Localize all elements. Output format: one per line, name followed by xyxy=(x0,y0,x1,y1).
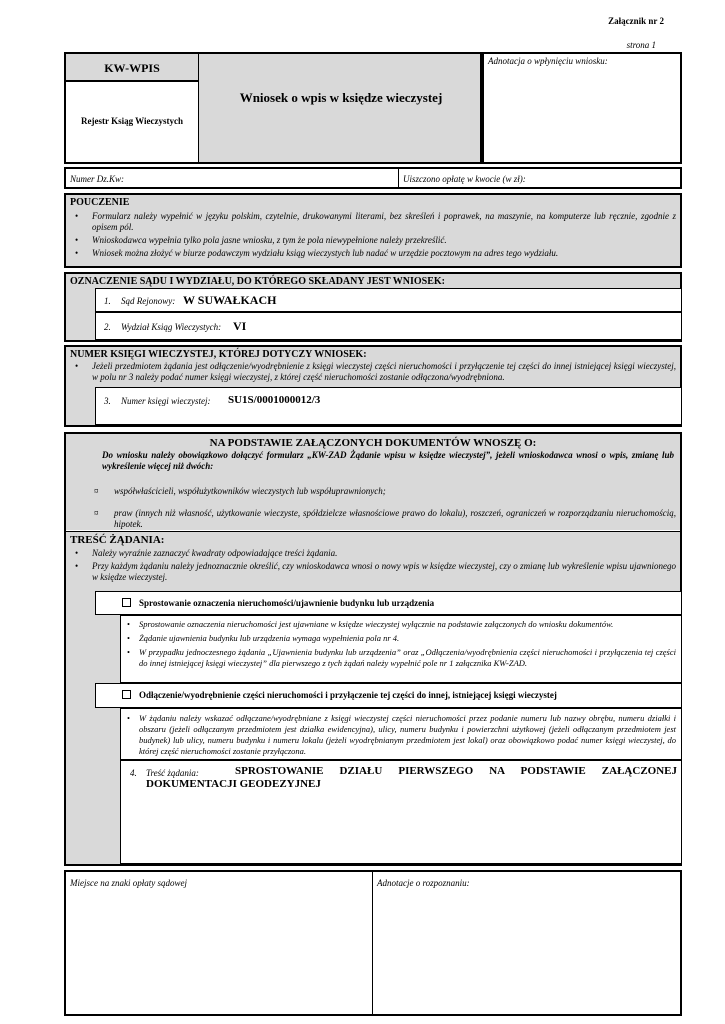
checkbox-icon[interactable] xyxy=(122,598,131,607)
option-coowners: współwłaścicieli, współużytkowników wieczystych lub współuprawnionych; xyxy=(114,486,386,496)
court-name-value: W SUWAŁKACH xyxy=(183,293,277,307)
tresc-list xyxy=(66,548,680,583)
form-code: KW-WPIS xyxy=(104,61,160,75)
bottom-section xyxy=(64,870,682,1016)
dz-kw-label: Numer Dz.Kw: xyxy=(70,174,125,184)
form-title: Wniosek o wpis w księdze wieczystej xyxy=(239,90,443,105)
court-name-label: Sąd Rejonowy: xyxy=(121,296,176,306)
option-marker: ¤ xyxy=(94,508,99,518)
option-marker: ¤ xyxy=(94,486,99,496)
field-number: 3. xyxy=(104,396,111,406)
option-box-1-label: Sprostowanie oznaczenia nieruchomości/ujawnienie budynku lub urządzenia xyxy=(139,598,435,608)
attachment-label: Załącznik nr 2 xyxy=(608,16,664,26)
list-item: • Należy wyraźnie zaznaczyć kwadraty odpowiadające treści żądania. xyxy=(66,548,676,559)
request-content-line-1: SPROSTOWANIE DZIAŁU PIERWSZEGO NA PODSTAWIE ZAŁĄCZONEJ xyxy=(235,765,677,777)
page-label: strona 1 xyxy=(626,40,656,50)
field-number: 4. xyxy=(130,768,137,778)
pouczenie-title: POUCZENIE xyxy=(70,197,130,208)
checkbox-icon[interactable] xyxy=(122,690,131,699)
kw-number-note xyxy=(66,361,680,383)
option-box-2-notes xyxy=(120,708,682,760)
option-box-1[interactable] xyxy=(95,591,682,615)
kw-number-value: SU1S/0001000012/3 xyxy=(228,394,321,406)
request-content-label: Treść żądania: xyxy=(146,768,199,778)
pouczenie-section xyxy=(64,193,682,268)
option-box-1-notes xyxy=(120,615,682,683)
request-note: Do wniosku należy obowiązkowo dołączyć formularz „KW-ZAD Żądanie wpisu w księdze wieczystej”, jeżeli wnioskodawca wnosi o wpis, zmianę lub wykreślenie więcej niż dwóch: xyxy=(102,450,674,471)
request-content-line-2: DOKUMENTACJI GEODEZYJNEJ xyxy=(146,778,321,790)
fee-marks-label: Miejsce na znaki opłaty sądowej xyxy=(70,878,187,888)
court-field-1[interactable] xyxy=(95,288,682,312)
kw-number-title: NUMER KSIĘGI WIECZYSTEJ, KTÓREJ DOTYCZY WNIOSEK: xyxy=(70,349,367,360)
court-title: OZNACZENIE SĄDU I WYDZIAŁU, DO KTÓREGO SKŁADANY JEST WNIOSEK: xyxy=(70,276,445,287)
request-header xyxy=(66,434,680,530)
fee-label: Uiszczono opłatę w kwocie (w zł): xyxy=(403,174,526,184)
option-rights: praw (innych niż własność, użytkowanie wieczyste, spółdzielcze własnościowe prawo do lokalu), roszczeń, ograniczeń w rozporządzaniu nieruchomością, hipotek. xyxy=(114,508,676,529)
kw-number-label: Numer księgi wieczystej: xyxy=(121,396,211,406)
numbers-row xyxy=(64,167,682,189)
list-item: • Formularz należy wypełnić w języku polskim, czytelnie, drukowanymi literami, bez skreśleń i poprawek, na maszynie, na komputerze lub ręcznie, zgodnie z opisem pól. xyxy=(66,211,676,233)
option-box-2[interactable] xyxy=(95,683,682,708)
list-item: • W przypadku jednoczesnego żądania „Ujawnienia budynku lub urządzenia” oraz „Odłączenia/wyodrębnienia części nieruchomości i przyłączenia tej części do innej istniejącej księgi wieczystej” dla pierwszego z tych żądań należy wypełnić pole nr 1 załącznika KW-ZAD. xyxy=(125,647,676,669)
option-box-2-label: Odłączenie/wyodrębnienie części nieruchomości i przyłączenie tej części do innej, istniejącej księgi wieczystej xyxy=(139,690,557,700)
pouczenie-list xyxy=(66,211,680,259)
court-field-2[interactable] xyxy=(95,312,682,340)
code-cell xyxy=(65,53,199,81)
division-label: Wydział Ksiąg Wieczystych: xyxy=(121,322,222,332)
list-item: • Żądanie ujawnienia budynku lub urządzenia wymaga wypełnienia pola nr 4. xyxy=(125,633,676,644)
list-item: • Przy każdym żądaniu należy jednoznacznie określić, czy wnioskodawca wnosi o nowy wpis w księdze wieczystej, czy o zmianę lub wykreślenie wpisu ujawnionego w księdze wieczystej. xyxy=(66,561,676,583)
kw-number-field[interactable] xyxy=(95,387,682,425)
request-title: NA PODSTAWIE ZAŁĄCZONYCH DOKUMENTÓW WNOSZĘ O: xyxy=(209,437,537,449)
registry-label: Rejestr Ksiąg Wieczystych xyxy=(81,116,183,126)
tresc-title: TREŚĆ ŻĄDANIA: xyxy=(70,534,165,546)
division-value: VI xyxy=(233,319,247,333)
list-item: • Wniosek można złożyć w biurze podawczym wydziału ksiąg wieczystych lub nadać w urzędzie pocztowym na adres tego wydziału. xyxy=(66,248,676,259)
annotation-box xyxy=(482,52,682,164)
request-content-field[interactable] xyxy=(120,760,682,864)
list-item: • Wnioskodawca wypełnia tylko pola jasne wniosku, z tym że pola niewypełnione należy przekreślić. xyxy=(66,235,676,246)
list-item: • W żądaniu należy wskazać odłączane/wyodrębniane z księgi wieczystej części nieruchomości przez podanie numeru lub nazwy obrębu, numeru działki i obszaru (jeżeli odłączanym przedmiotem jest działka ewidencyjna), ulicy, numeru budynku i powierzchni użytkowej (jeżeli odłączanym przedmiotem jest budynek) lub ulicy, numeru budynku i numeru lokalu (jeżeli wyodrębnianym przedmiotem jest lokal) oraz obowiązkowo podać numer księgi wieczystej, do której część nieruchomości zostanie przyłączona. xyxy=(125,713,676,757)
list-item: • Jeżeli przedmiotem żądania jest odłączenie/wyodrębnienie z księgi wieczystej części nieruchomości i przyłączenie tej części do innej istniejącej księgi wieczystej, w polu nr 3 należy podać numer księgi wieczystej, z której część nieruchomości zostanie odłączona/wyodrębniona. xyxy=(66,361,676,383)
registry-cell xyxy=(65,81,199,163)
list-item: • Sprostowanie oznaczenia nieruchomości jest ujawniane w księdze wieczystej wyłącznie na podstawie załączonych do wniosku dokumentów. xyxy=(125,619,676,630)
field-number: 1. xyxy=(104,296,111,306)
recognition-label: Adnotacje o rozpoznaniu: xyxy=(377,878,470,888)
annotation-label: Adnotacja o wpłynięciu wniosku: xyxy=(488,56,608,66)
field-number: 2. xyxy=(104,322,111,332)
